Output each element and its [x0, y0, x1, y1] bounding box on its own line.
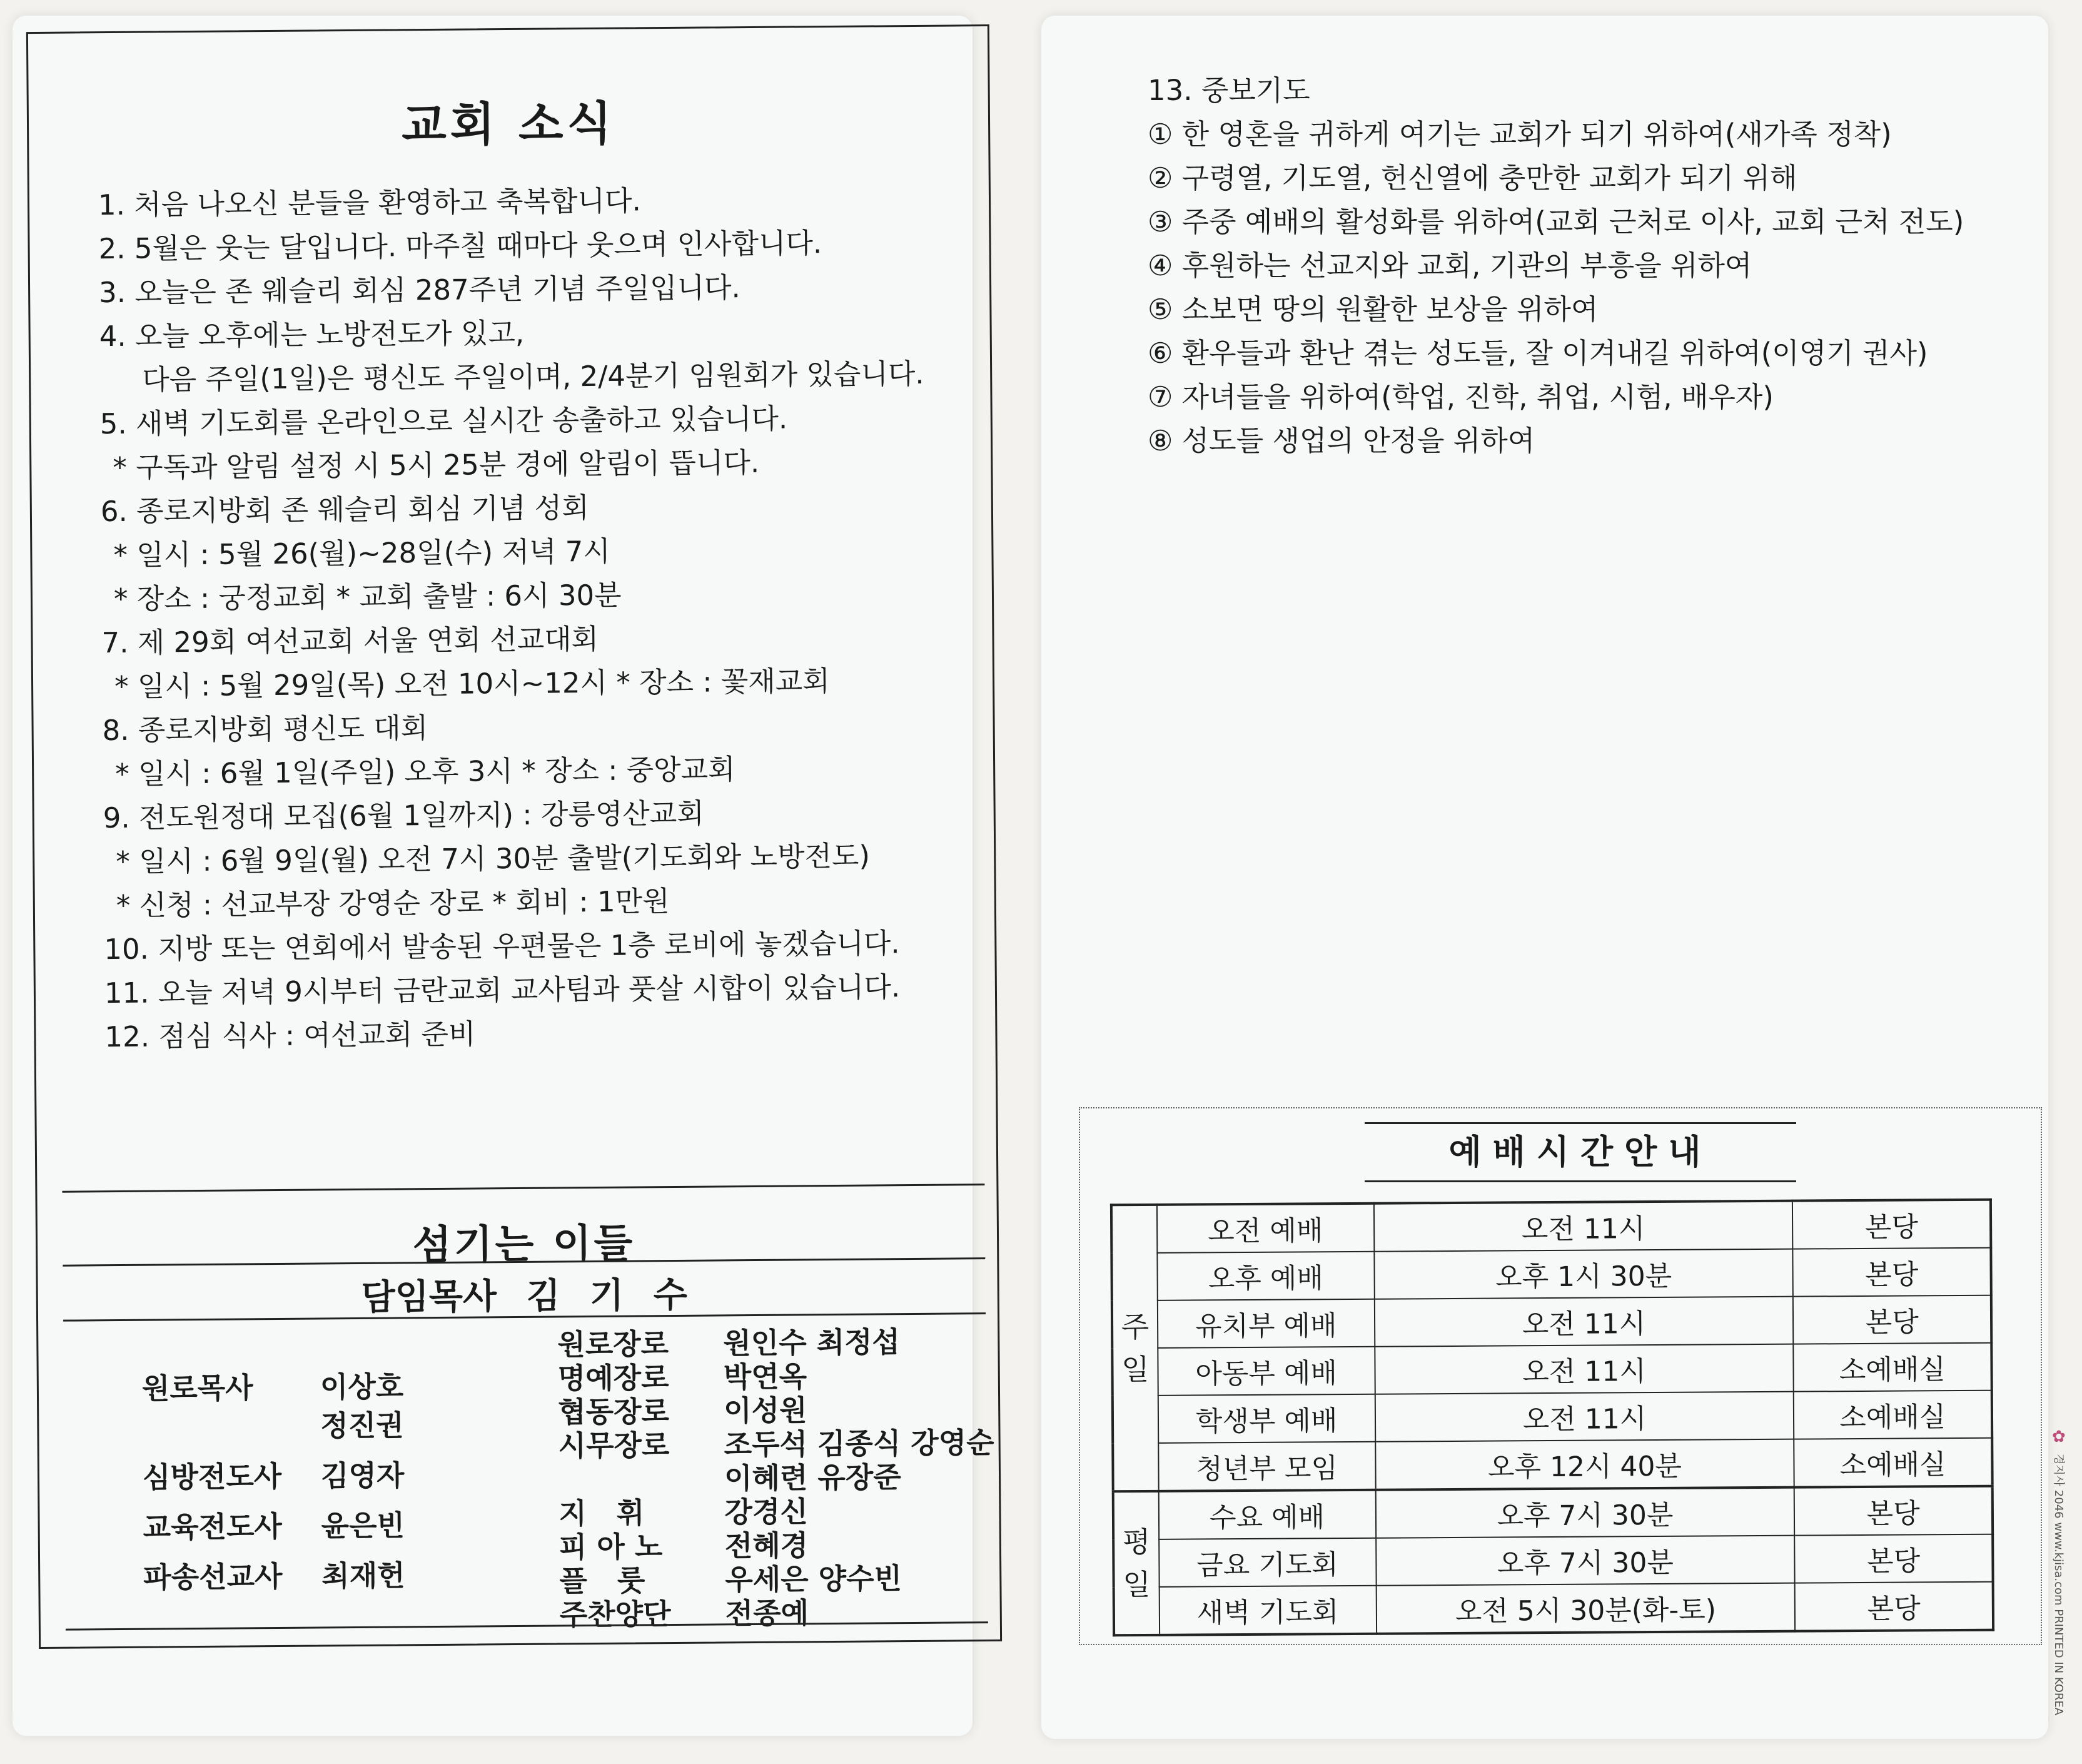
staff-names: 정진권 — [320, 1408, 404, 1443]
service-name: 학생부 예배 — [1158, 1394, 1375, 1443]
service-place: 본당 — [1795, 1582, 1993, 1631]
elder-row — [559, 1527, 995, 1564]
service-name: 새벽 기도회 — [1159, 1586, 1376, 1635]
staff-names: 윤은빈 — [321, 1508, 405, 1543]
group-label-char: 일 — [1121, 1352, 1150, 1387]
elder-row — [558, 1392, 994, 1429]
service-time: 오후 12시 40분 — [1375, 1439, 1794, 1490]
elder-row — [558, 1426, 994, 1462]
table-row — [1111, 1248, 1991, 1301]
service-name: 유치부 예배 — [1158, 1299, 1375, 1348]
elder-names: 강경신 — [724, 1494, 809, 1529]
staff-names: 최재헌 — [321, 1558, 405, 1593]
elder-role: 협동장로 — [558, 1394, 670, 1429]
service-name: 수요 예배 — [1158, 1490, 1375, 1539]
news-item: 10. 지방 또는 연회에서 발송된 우편물은 1층 로비에 놓겠습니다. — [104, 926, 900, 966]
staff-role: 심방전도사 — [142, 1459, 282, 1494]
staff-role — [143, 1436, 321, 1437]
worship-schedule — [1079, 1107, 2042, 1645]
elder-names: 원인수 최정섭 — [723, 1325, 901, 1361]
news-item: 8. 종로지방회 평신도 대회 — [102, 711, 428, 748]
service-time: 오후 1시 30분 — [1374, 1249, 1793, 1299]
servants-section — [62, 1184, 994, 1632]
table-row — [1111, 1200, 1991, 1254]
service-place: 본당 — [1792, 1200, 1991, 1249]
table-row — [1113, 1534, 1993, 1588]
service-time: 오후 7시 30분 — [1375, 1488, 1794, 1538]
elder-row — [558, 1358, 994, 1395]
news-item: 2. 5월은 웃는 달입니다. 마주칠 때마다 웃으며 인사합니다. — [98, 226, 822, 266]
service-time: 오후 7시 30분 — [1376, 1536, 1795, 1586]
service-time: 오전 11시 — [1375, 1392, 1794, 1442]
news-subitem: * 신청 : 선교부장 강영순 장로 * 회비 : 1만원 — [116, 885, 670, 922]
table-row — [1112, 1343, 1991, 1396]
news-item: 7. 제 29회 여선교회 서울 연회 선교대회 — [101, 622, 599, 660]
news-subitem: * 일시 : 6월 9일(월) 오전 7시 30분 출발(기도회와 노방전도) — [116, 839, 871, 879]
service-name: 오전 예배 — [1157, 1204, 1374, 1253]
service-place: 소예배실 — [1794, 1438, 1993, 1488]
service-place: 본당 — [1795, 1534, 1993, 1583]
intercession-list — [1148, 69, 2048, 463]
news-item: 6. 종로지방회 존 웨슬리 회심 기념 성회 — [100, 491, 589, 529]
elder-role: 원로장로 — [557, 1327, 669, 1362]
elder-role: 지 휘 — [558, 1496, 645, 1531]
sunday-group-label — [1111, 1205, 1159, 1491]
table-row — [1113, 1438, 1992, 1492]
prayer-item: ① 한 영혼을 귀하게 여기는 교회가 되기 위하여(새가족 정착) — [1148, 118, 1892, 151]
elder-names: 우세은 양수빈 — [725, 1561, 902, 1597]
servants-top-rule — [62, 1184, 984, 1193]
staff-row — [142, 1408, 404, 1460]
service-name: 청년부 모임 — [1158, 1442, 1375, 1491]
prayer-item: ⑥ 환우들과 환난 겪는 성도들, 잘 이겨내길 위하여(이영기 권사) — [1148, 337, 1928, 370]
news-item: 3. 오늘은 존 웨슬리 회심 287주년 기념 주일입니다. — [98, 271, 741, 310]
schedule-table — [1110, 1199, 1994, 1637]
news-subitem: * 일시 : 5월 29일(목) 오전 10시~12시 * 장소 : 꽃재교회 — [114, 664, 830, 704]
printer-logo-icon: ✿ — [2052, 1427, 2066, 1446]
staff-row — [143, 1558, 405, 1610]
news-item: 12. 점심 식사 : 여선교회 준비 — [104, 1017, 476, 1054]
staff-row — [142, 1369, 404, 1410]
news-item: 1. 처음 나오신 분들을 환영하고 축복합니다. — [98, 184, 641, 222]
elder-row — [558, 1493, 994, 1530]
staff-role: 파송선교사 — [143, 1559, 283, 1594]
church-news-list — [98, 176, 968, 1059]
prayer-item: ③ 주중 예배의 활성화를 위하여(교회 근처로 이사, 교회 근처 전도) — [1148, 205, 1964, 238]
service-time: 오전 5시 30분(화-토) — [1376, 1583, 1795, 1634]
imprint-text: 경지사 2046 www.kjisa.com PRINTED IN KOREA — [2052, 1453, 2065, 1716]
staff-role: 교육전도사 — [143, 1509, 283, 1544]
prayer-item: ⑧ 성도들 생업의 안정을 위하여 — [1148, 424, 1535, 457]
staff-names: 이상호 — [320, 1369, 404, 1404]
service-place: 소예배실 — [1794, 1343, 1992, 1392]
elder-names: 조두석 김종식 강영순 — [724, 1426, 994, 1462]
service-place: 본당 — [1793, 1295, 1991, 1344]
elder-names: 전종예 — [725, 1596, 809, 1631]
elder-role: 플 룻 — [559, 1563, 645, 1598]
news-item: 9. 전도원정대 모집(6월 1일까지) : 강릉영산교회 — [103, 796, 704, 835]
service-name: 오후 예배 — [1157, 1252, 1374, 1300]
news-subitem: * 일시 : 6월 1일(주일) 오후 3시 * 장소 : 중앙교회 — [114, 753, 735, 791]
elder-names: 박연옥 — [723, 1359, 807, 1394]
elder-role: 주찬양단 — [559, 1597, 671, 1632]
church-news-frame — [26, 24, 1002, 1649]
elder-names: 이혜련 유장준 — [724, 1460, 901, 1496]
prayer-item: ② 구령열, 기도열, 헌신열에 충만한 교회가 되기 위해 — [1148, 161, 1797, 195]
staff-row — [143, 1458, 405, 1510]
service-time: 오전 11시 — [1373, 1201, 1792, 1252]
table-row — [1114, 1582, 1993, 1636]
service-place: 본당 — [1794, 1486, 1993, 1536]
elder-role: 피 아 노 — [558, 1529, 663, 1564]
printer-imprint — [2050, 1427, 2069, 1733]
elder-role — [558, 1488, 724, 1489]
elder-names: 전혜경 — [724, 1528, 809, 1563]
group-label-char: 일 — [1123, 1567, 1151, 1602]
elder-role: 시무장로 — [558, 1428, 670, 1463]
elder-role: 명예장로 — [557, 1361, 669, 1396]
elder-row — [559, 1561, 995, 1598]
news-item: 5. 새벽 기도회를 온라인으로 실시간 송출하고 있습니다. — [99, 402, 788, 441]
service-name: 금요 기도회 — [1159, 1538, 1376, 1587]
group-label-char: 주 — [1121, 1309, 1150, 1344]
church-news-title: 교회 소식 — [401, 96, 616, 153]
elder-row — [558, 1459, 994, 1496]
service-time: 오전 11시 — [1374, 1297, 1793, 1347]
prayer-item: ⑦ 자녀들을 위하여(학업, 진학, 취업, 시험, 배우자) — [1148, 380, 1774, 413]
table-row — [1113, 1486, 1993, 1540]
news-subitem: * 장소 : 궁정교회 * 교회 출발 : 6시 30분 — [113, 578, 622, 616]
service-time: 오전 11시 — [1375, 1344, 1794, 1394]
staff-role: 원로목사 — [141, 1371, 253, 1406]
staff-row — [143, 1508, 405, 1560]
prayer-item: ⑤ 소보면 땅의 원활한 보상을 위하여 — [1148, 293, 1599, 326]
news-item: 4. 오늘 오후에는 노방전도가 있고, — [99, 316, 525, 353]
service-name: 아동부 예배 — [1158, 1347, 1375, 1396]
weekday-group-label — [1113, 1491, 1160, 1635]
news-item-continuation: 다음 주일(1일)은 평신도 주일이며, 2/4분기 임원회가 있습니다. — [142, 357, 924, 397]
elder-names: 이성원 — [724, 1393, 807, 1428]
table-row — [1112, 1295, 1991, 1349]
staff-names: 김영자 — [320, 1458, 405, 1493]
service-place: 본당 — [1793, 1248, 1991, 1297]
senior-pastor: 담임목사 김 기 수 — [361, 1274, 688, 1318]
news-item: 11. 오늘 저녁 9시부터 금란교회 교사팀과 풋살 시합이 있습니다. — [104, 970, 901, 1010]
schedule-title: 예배시간안내 — [1365, 1122, 1796, 1182]
news-subitem: * 구독과 알림 설정 시 5시 25분 경에 알림이 뜹니다. — [113, 445, 760, 485]
elders-column — [557, 1324, 996, 1631]
table-row — [1113, 1391, 1992, 1444]
elder-row — [557, 1324, 993, 1361]
servants-title: 섬기는 이들 — [412, 1220, 635, 1269]
group-label-char: 평 — [1122, 1524, 1151, 1559]
intercession-heading: 13. 중보기도 — [1148, 74, 1310, 107]
service-place: 소예배실 — [1794, 1391, 1992, 1439]
staff-column — [142, 1369, 405, 1610]
news-subitem: * 일시 : 5월 26(월)~28일(수) 저녁 7시 — [113, 534, 611, 572]
prayer-item: ④ 후원하는 선교지와 교회, 기관의 부흥을 위하여 — [1148, 249, 1752, 282]
